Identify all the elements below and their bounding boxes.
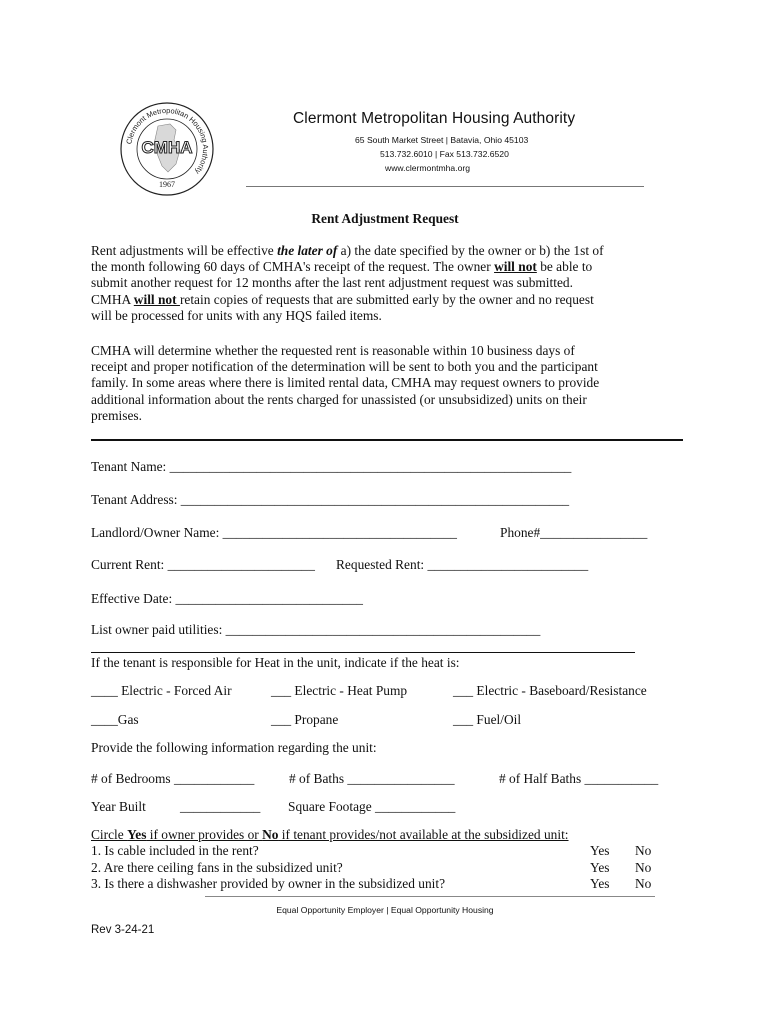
paragraph-line: receipt and proper notification of the determination will be sent to both you and the participant	[91, 359, 598, 375]
seal-year: 1967	[159, 180, 175, 189]
organization-name: Clermont Metropolitan Housing Authority	[293, 110, 576, 127]
heat-option-gas[interactable]: ____Gas	[91, 712, 139, 727]
revision-date: Rev 3-24-21	[91, 924, 155, 936]
heat-option-fuel-oil[interactable]: ___ Fuel/Oil	[453, 712, 522, 727]
footer-divider	[205, 896, 655, 897]
emphasis-the-later-of: the later of	[277, 243, 338, 258]
phone-field[interactable]: Phone#________________	[500, 525, 648, 540]
form-title: Rent Adjustment Request	[311, 211, 459, 226]
square-footage-field[interactable]: Square Footage ____________	[288, 799, 456, 814]
organization-website: www.clermontmha.org	[385, 163, 471, 173]
heat-option-propane[interactable]: ___ Propane	[271, 712, 339, 727]
section-divider	[91, 439, 683, 441]
heat-option-electric-baseboard[interactable]: ___ Electric - Baseboard/Resistance	[453, 683, 647, 698]
question-cable: 1. Is cable included in the rent?	[91, 843, 259, 858]
text-run: Rent adjustments will be effective	[91, 243, 278, 258]
ceiling-fans-yes-option[interactable]: Yes	[590, 860, 610, 875]
paragraph-line	[91, 292, 691, 308]
text-run: CMHA	[91, 291, 134, 307]
bedrooms-field[interactable]: # of Bedrooms ____________	[91, 771, 255, 786]
emphasis-will-not: will not	[494, 259, 537, 275]
seal-ring-text: Clermont Metropolitan Housing Authority	[124, 105, 211, 177]
tenant-address-field[interactable]: Tenant Address: __________________________________________________________	[91, 492, 570, 507]
effective-date-field[interactable]: Effective Date: ____________________________	[91, 591, 363, 606]
question-dishwasher: 3. Is there a dishwasher provided by owner in the subsidized unit?	[91, 876, 446, 891]
owner-utilities-field[interactable]: List owner paid utilities: _______________________________________________	[91, 622, 541, 637]
owner-utilities-continuation-line[interactable]	[91, 652, 635, 653]
heat-option-electric-forced-air[interactable]: ____ Electric - Forced Air	[91, 683, 232, 698]
cable-no-option[interactable]: No	[635, 843, 652, 858]
paragraph-line: premises.	[91, 407, 142, 423]
year-built-label: Year Built	[91, 799, 146, 814]
text-run: a) the date specified by the owner or b) the 1st of	[337, 243, 604, 258]
paragraph-line	[91, 259, 691, 275]
text-run: be able to	[536, 259, 593, 275]
tenant-name-field[interactable]: Tenant Name: ____________________________________________________________	[91, 459, 572, 474]
requested-rent-field[interactable]: Requested Rent: ________________________	[336, 557, 589, 572]
emphasis-will-not: will not	[133, 291, 180, 307]
paragraph-line: CMHA will determine whether the requested rent is reasonable within 10 business days of	[91, 343, 575, 358]
question-ceiling-fans: 2. Are there ceiling fans in the subsidized unit?	[91, 860, 343, 875]
circle-instructions	[91, 827, 569, 843]
text-run: Circle	[91, 827, 128, 842]
landlord-name-field[interactable]: Landlord/Owner Name: ___________________________________	[91, 525, 457, 540]
current-rent-field[interactable]: Current Rent: ______________________	[91, 557, 315, 572]
year-built-field[interactable]: ____________	[180, 799, 261, 814]
dishwasher-yes-option[interactable]: Yes	[590, 876, 610, 891]
emphasis-no: No	[262, 827, 279, 842]
paragraph-line: submit another request for 12 months after the last rent adjustment request was submitted.	[91, 275, 573, 291]
text-run: retain copies of requests that are submitted early by the owner and no request	[179, 291, 594, 307]
heat-question: If the tenant is responsible for Heat in the unit, indicate if the heat is:	[91, 655, 460, 670]
unit-info-prompt: Provide the following information regarding the unit:	[91, 740, 377, 755]
paragraph-line: additional information about the rents charged for unassisted (or unsubsidized) units on their	[91, 391, 587, 407]
half-baths-field[interactable]: # of Half Baths ___________	[499, 771, 659, 786]
ceiling-fans-no-option[interactable]: No	[635, 860, 652, 875]
text-run: the month following 60 days of CMHA's receipt of the request. The owner	[91, 259, 495, 275]
organization-address: 65 South Market Street | Batavia, Ohio 45103	[355, 135, 529, 145]
heat-option-electric-heat-pump[interactable]: ___ Electric - Heat Pump	[271, 683, 408, 698]
text-run: if tenant provides/not available at the subsidized unit:	[278, 827, 569, 842]
seal-acronym: CMHA	[141, 138, 193, 157]
emphasis-yes: Yes	[127, 827, 147, 842]
cmha-seal-logo	[118, 100, 216, 198]
header-divider	[246, 186, 644, 187]
dishwasher-no-option[interactable]: No	[635, 876, 652, 891]
cable-yes-option[interactable]: Yes	[590, 843, 610, 858]
effective-date-paragraph	[91, 243, 691, 324]
baths-field[interactable]: # of Baths ________________	[289, 771, 455, 786]
footer-equal-opportunity: Equal Opportunity Employer | Equal Opportunity Housing	[276, 905, 494, 915]
paragraph-line: family. In some areas where there is limited rental data, CMHA may request owners to provide	[91, 375, 600, 391]
organization-phone-fax: 513.732.6010 | Fax 513.732.6520	[380, 149, 509, 159]
paragraph-line	[91, 243, 691, 259]
paragraph-line: will be processed for units with any HQS failed items.	[91, 307, 382, 323]
determination-paragraph	[91, 343, 691, 424]
text-run: if owner provides or	[146, 827, 263, 842]
